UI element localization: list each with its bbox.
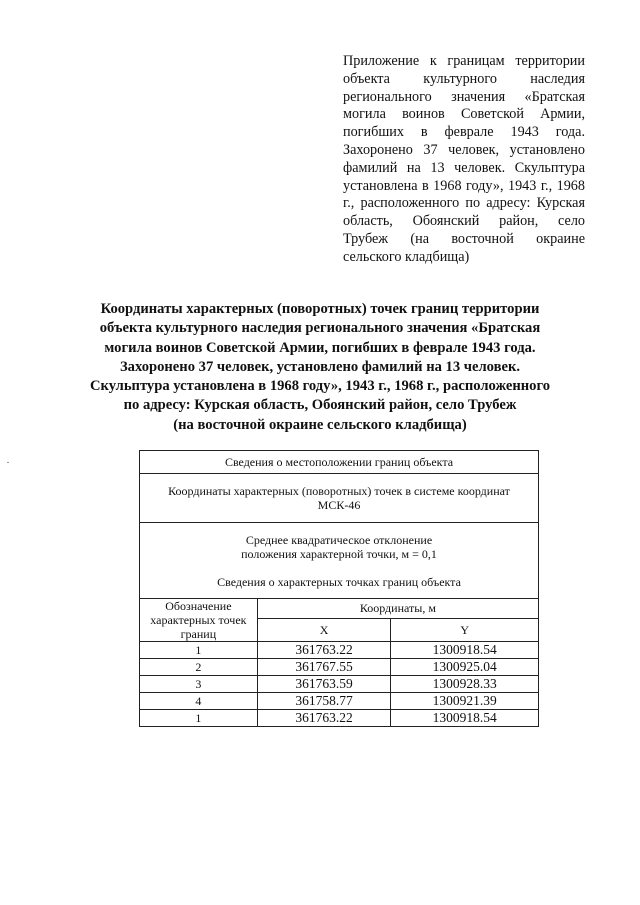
column-header-row: [140, 599, 539, 619]
y-column-header: Y: [391, 618, 539, 641]
appendix-note: Приложение к границам территории объекта культурного наследия регионального значения «Братская могила воинов Советской Армии, погибших в феврале 1943 года. Захоронено 37 человек, установлено фамилий на 13 человек. Скульптура установлена в 1968 году», 1943 г., 1968 г., расположенного по адресу: Курская область, Обоянский район, село Трубеж (на восточной окраине сельского кладбища): [343, 53, 585, 265]
table-row: [140, 676, 539, 693]
x-value: 361763.59: [257, 676, 391, 693]
heading-line: Координаты характерных (поворотных) точек границ территории: [100, 301, 540, 317]
x-column-header: X: [257, 618, 391, 641]
table-row: [140, 710, 539, 727]
point-label: 4: [140, 693, 258, 710]
scan-mark: [7, 462, 9, 463]
point-label: 2: [140, 659, 258, 676]
accuracy-row: [140, 523, 539, 599]
y-value: 1300921.39: [391, 693, 539, 710]
accuracy-value: положения характерной точки, м = 0,1: [241, 546, 437, 561]
accuracy-cell: [140, 523, 539, 599]
coordinate-system-text: Координаты характерных (поворотных) точек в системе координат: [168, 484, 510, 498]
point-label: 1: [140, 710, 258, 727]
x-value: 361767.55: [257, 659, 391, 676]
heading-line: (на восточной окраине сельского кладбища): [173, 416, 467, 433]
y-value: 1300918.54: [391, 710, 539, 727]
y-value: 1300925.04: [391, 659, 539, 676]
heading-line: объекта культурного наследия регионального значения «Братская: [99, 320, 541, 337]
table-row: [140, 642, 539, 659]
heading-line: Захоронено 37 человек, установлено фамилий на 13 человек.: [119, 358, 521, 375]
y-value: 1300918.54: [391, 642, 539, 659]
x-value: 361763.22: [257, 642, 391, 659]
x-value: 361758.77: [257, 693, 391, 710]
table-header-row: [140, 451, 539, 474]
coordinate-system-cell: [140, 474, 539, 523]
coordinates-column-header: Координаты, м: [257, 599, 538, 619]
heading-line: Скульптура установлена в 1968 году», 1943 г., 1968 г., расположенного: [89, 378, 551, 395]
point-label: 3: [140, 676, 258, 693]
table-row: [140, 693, 539, 710]
points-info-label: Сведения о характерных точках границ объекта: [217, 574, 461, 589]
accuracy-label: Среднее квадратическое отклонение: [245, 532, 433, 547]
coordinates-table: [139, 450, 539, 727]
point-column-header: Обозначение характерных точек границ: [140, 599, 258, 642]
heading-line: по адресу: Курская область, Обоянский район, село Трубеж: [123, 397, 517, 414]
table-row: [140, 659, 539, 676]
location-info-header: Сведения о местоположении границ объекта: [140, 451, 539, 474]
x-value: 361763.22: [257, 710, 391, 727]
point-label: 1: [140, 642, 258, 659]
heading-line: могила воинов Советской Армии, погибших в феврале 1943 года.: [104, 339, 536, 356]
document-heading: [70, 300, 570, 435]
coordinate-system-name: МСК-46: [317, 498, 361, 512]
coordinate-system-row: [140, 474, 539, 523]
y-value: 1300928.33: [391, 676, 539, 693]
